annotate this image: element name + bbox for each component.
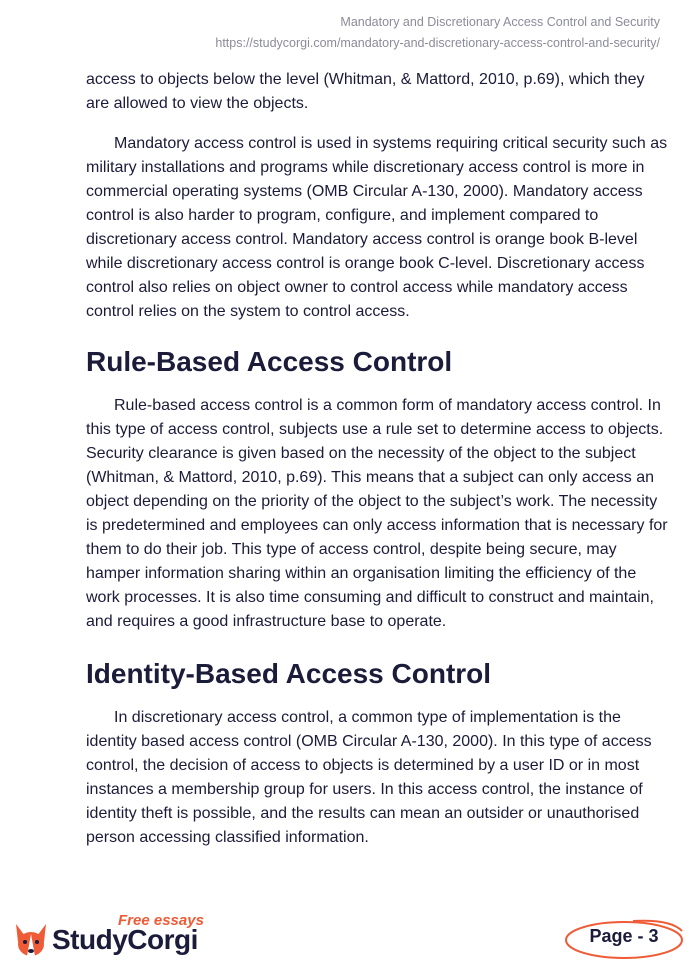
brand-name: StudyCorgi (52, 924, 198, 955)
document-title: Mandatory and Discretionary Access Control and Security (340, 15, 660, 29)
paragraph-mandatory-vs-discretionary: Mandatory access control is used in systems requiring critical security such as military installations and programs while discretionary access control is more in commercial operating systems (OMB Circular A-130, 2000). Mandatory access control is also harder to program, configure, and implement compared to discretionary access control. Mandatory access control is orange book B-level while discretionary access control is orange book C-level. Discretionary access control also relies on object owner to control access while mandatory access control relies on the system to control access. (86, 135, 668, 320)
page-number: Page - 3 (589, 926, 659, 946)
heading-rule-based: Rule-Based Access Control (86, 346, 453, 377)
studycorgi-logo[interactable] (12, 912, 232, 960)
page-header (215, 12, 660, 54)
page-number-badge (563, 917, 685, 961)
document-body (86, 68, 668, 850)
document-url[interactable]: https://studycorgi.com/mandatory-and-discretionary-access-control-and-security/ (215, 36, 660, 50)
corgi-icon (12, 920, 50, 958)
paragraph-continued: access to objects below the level (Whitman, & Mattord, 2010, p.69), which they are allowed to view the objects. (86, 71, 645, 112)
paragraph-identity-based: In discretionary access control, a common type of implementation is the identity based access control (OMB Circular A-130, 2000). In this type of access control, the decision of access to objects is determined by a user ID or in most instances a membership group for users. In this access control, the instance of identity theft is possible, and the results can mean an outsider or unauthorised person accessing classified information. (86, 709, 652, 846)
free-essays-tagline: Free essays (118, 912, 204, 929)
heading-identity-based: Identity-Based Access Control (86, 658, 492, 689)
paragraph-rule-based: Rule-based access control is a common form of mandatory access control. In this type of access control, subjects use a rule set to determine access to objects. Security clearance is given based on the necessity of the object to the subject (Whitman, & Mattord, 2010, p.69). This means that a subject can only access an object depending on the priority of the object to the subject’s work. The necessity is predetermined and employees can only access information that is necessary for them to do their job. This type of access control, despite being secure, may hamper information sharing within an organisation limiting the efficiency of the work processes. It is also time consuming and difficult to construct and maintain, and requires a good infrastructure base to operate. (86, 397, 668, 630)
